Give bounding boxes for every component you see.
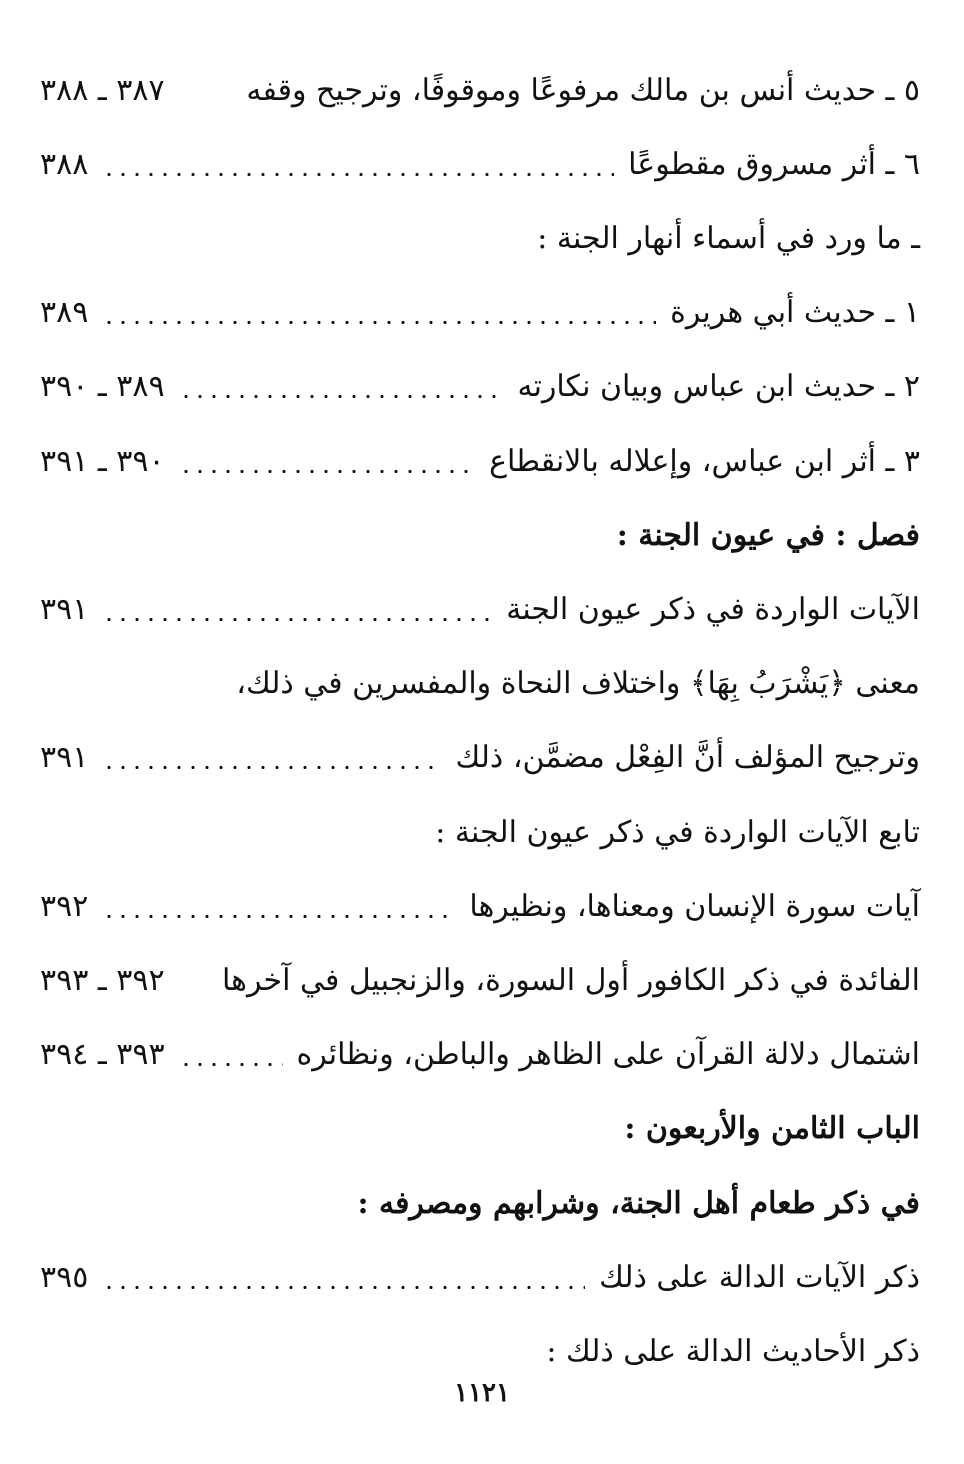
toc-entry-title: ذكر الآيات الدالة على ذلك (599, 1259, 920, 1295)
toc-entry (40, 1025, 920, 1085)
toc-entry (40, 950, 920, 1010)
toc-entry (40, 60, 920, 120)
toc-entry (40, 728, 920, 788)
dot-leader (102, 915, 455, 918)
toc-entry (40, 208, 920, 268)
toc-entry (40, 579, 920, 639)
toc-entry-page: ٣٨٧ ـ ٣٨٨ (40, 72, 165, 108)
dot-leader (102, 766, 441, 769)
toc-entry-title: ذكر الأحاديث الدالة على ذلك : (546, 1333, 920, 1369)
toc-entry (40, 505, 920, 565)
toc-entry-title: ٦ ـ أثر مسروق مقطوعًا (628, 146, 920, 182)
toc-entry-page: ٣٩٢ (40, 888, 89, 924)
toc-entry (40, 357, 920, 417)
toc-entry-title: الفائدة في ذكر الكافور أول السورة، والزنجبيل في آخرها (222, 962, 920, 998)
toc-entry-title: ـ ما ورد في أسماء أنهار الجنة : (537, 220, 920, 256)
toc-entry (40, 1321, 920, 1381)
toc-entry-title: آيات سورة الإنسان ومعناها، ونظيرها (469, 888, 920, 924)
toc-entry-page: ٣٩١ (40, 591, 89, 627)
toc-entry-title: الآيات الواردة في ذكر عيون الجنة (506, 591, 920, 627)
dot-leader (102, 1286, 585, 1289)
toc-entry-title: في ذكر طعام أهل الجنة، وشرابهم ومصرفه : (357, 1185, 920, 1221)
dot-leader (179, 395, 504, 398)
toc-entry-page: ٣٩١ (40, 740, 89, 776)
dot-leader (179, 470, 476, 473)
toc-entry-page: ٣٩٣ ـ ٣٩٤ (40, 1037, 165, 1073)
toc-entry-title: تابع الآيات الواردة في ذكر عيون الجنة : (435, 814, 920, 850)
toc-entry-page: ٣٨٩ (40, 295, 89, 331)
toc-entry-title: معنى ﴿يَشْرَبُ بِهَا﴾ واختلاف النحاة والمفسرين في ذلك، (236, 666, 920, 702)
toc-entry-title: الباب الثامن والأربعون : (624, 1111, 920, 1147)
toc-entry (40, 283, 920, 343)
toc-entry-title: ١ ـ حديث أبي هريرة (670, 295, 920, 331)
toc-entry (40, 1247, 920, 1307)
dot-leader (179, 1063, 283, 1066)
dot-leader (102, 618, 492, 621)
toc-entry-title: وترجيح المؤلف أنَّ الفِعْل مضمَّن، ذلك (455, 740, 920, 776)
toc-entry-page: ٣٩٢ ـ ٣٩٣ (40, 962, 165, 998)
toc-entry-page: ٣٩٥ (40, 1259, 89, 1295)
toc-entry-title: ٣ ـ أثر ابن عباس، وإعلاله بالانقطاع (489, 443, 920, 479)
dot-leader (102, 321, 656, 324)
toc-entry-page: ٣٨٩ ـ ٣٩٠ (40, 369, 165, 405)
toc-entry (40, 1099, 920, 1159)
toc-entry (40, 654, 920, 714)
toc-entry (40, 431, 920, 491)
toc-entry-page: ٣٨٨ (40, 146, 89, 182)
toc-entry-title: اشتمال دلالة القرآن على الظاهر والباطن، ونظائره (296, 1037, 920, 1073)
toc-entry-title: ٥ ـ حديث أنس بن مالك مرفوعًا وموقوفًا، وترجيح وقفه (246, 72, 920, 108)
toc-entry (40, 802, 920, 862)
toc-entry (40, 876, 920, 936)
toc-entry-title: ٢ ـ حديث ابن عباس وبيان نكارته (517, 369, 920, 405)
page-number: ١١٢١ (454, 1378, 510, 1408)
toc-page (40, 60, 920, 1400)
toc-entry (40, 134, 920, 194)
dot-leader (102, 173, 614, 176)
toc-entry-page: ٣٩٠ ـ ٣٩١ (40, 443, 165, 479)
toc-entry (40, 1173, 920, 1233)
toc-entry-title: فصل : في عيون الجنة : (616, 517, 920, 553)
